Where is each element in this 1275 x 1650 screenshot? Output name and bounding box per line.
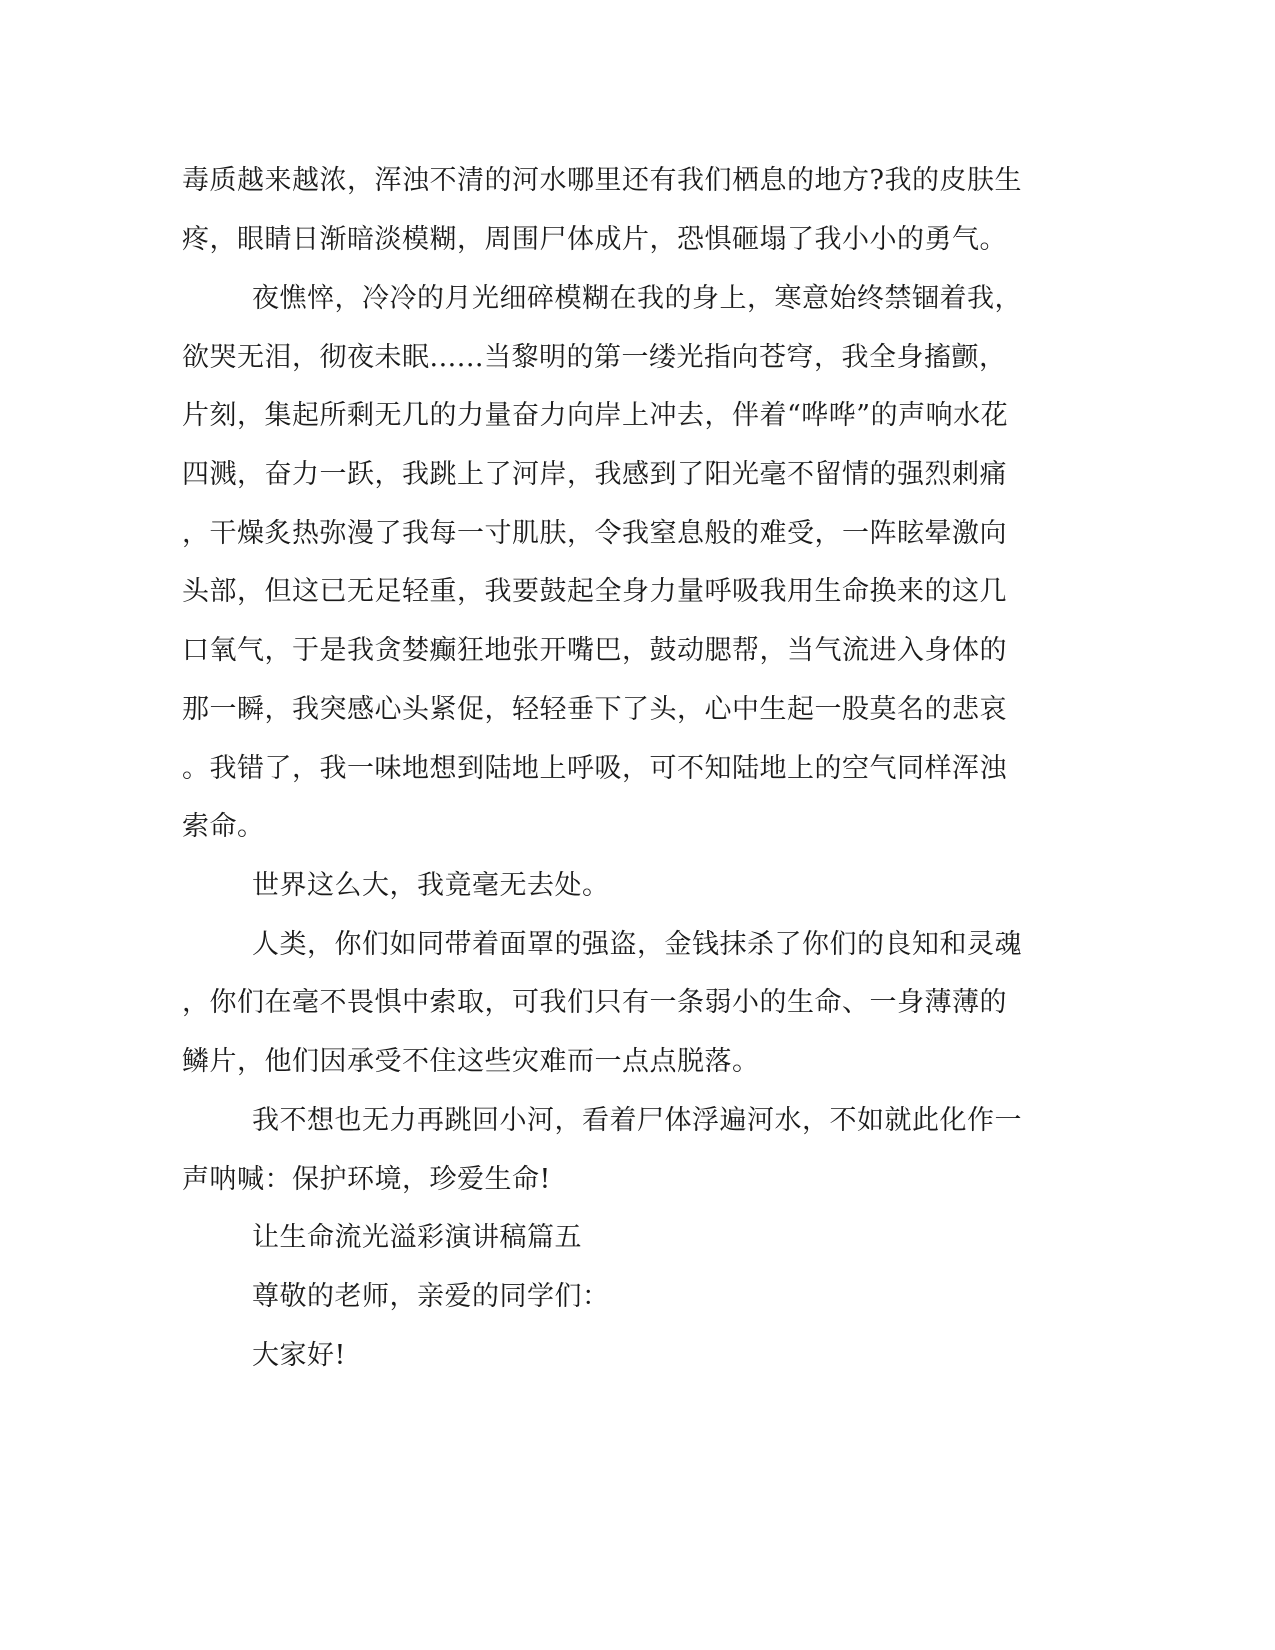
text-line: 头部，但这已无足轻重，我要鼓起全身力量呼吸我用生命换来的这几: [182, 576, 1007, 607]
text-line: 毒质越来越浓，浑浊不清的河水哪里还有我们栖息的地方?我的皮肤生: [182, 165, 1022, 196]
salutation: 尊敬的老师，亲爱的同学们：: [252, 1281, 610, 1312]
text-line: 索命。: [182, 811, 265, 842]
text-line: 那一瞬，我突感心头紧促，轻轻垂下了头，心中生起一股莫名的悲哀: [182, 694, 1007, 725]
paragraph-start-line: 夜憔悴，冷冷的月光细碎模糊在我的身上，寒意始终禁锢着我，: [252, 283, 1022, 314]
paragraph-start-line: 世界这么大，我竟毫无去处。: [252, 870, 610, 901]
text-line: 鳞片，他们因承受不住这些灾难而一点点脱落。: [182, 1046, 760, 1077]
text-line: ，你们在毫不畏惧中索取，可我们只有一条弱小的生命、一身薄薄的: [182, 987, 1007, 1018]
text-line: 欲哭无泪，彻夜未眠......当黎明的第一缕光指向苍穹，我全身搐颤，: [182, 342, 1007, 373]
text-line: 四溅，奋力一跃，我跳上了河岸，我感到了阳光毫不留情的强烈刺痛: [182, 459, 1007, 490]
text-line: 。我错了，我一味地想到陆地上呼吸，可不知陆地上的空气同样浑浊: [182, 753, 1007, 784]
text-line: ，干燥炙热弥漫了我每一寸肌肤，令我窒息般的难受，一阵眩晕激向: [182, 518, 1007, 549]
text-line: 口氧气，于是我贪婪癫狂地张开嘴巴，鼓动腮帮，当气流进入身体的: [182, 635, 1007, 666]
text-line: 声呐喊：保护环境，珍爱生命!: [182, 1164, 551, 1195]
section-heading: 让生命流光溢彩演讲稿篇五: [252, 1222, 582, 1253]
paragraph-start-line: 人类，你们如同带着面罩的强盗，金钱抹杀了你们的良知和灵魂: [252, 929, 1022, 960]
text-line: 疼，眼睛日渐暗淡模糊，周围尸体成片，恐惧砸塌了我小小的勇气。: [182, 224, 1007, 255]
paragraph-start-line: 我不想也无力再跳回小河，看着尸体浮遍河水，不如就此化作一: [252, 1105, 1022, 1136]
text-line: 片刻，集起所剩无几的力量奋力向岸上冲去，伴着“哗哗”的声响水花: [182, 400, 1009, 431]
greeting: 大家好!: [252, 1340, 346, 1371]
